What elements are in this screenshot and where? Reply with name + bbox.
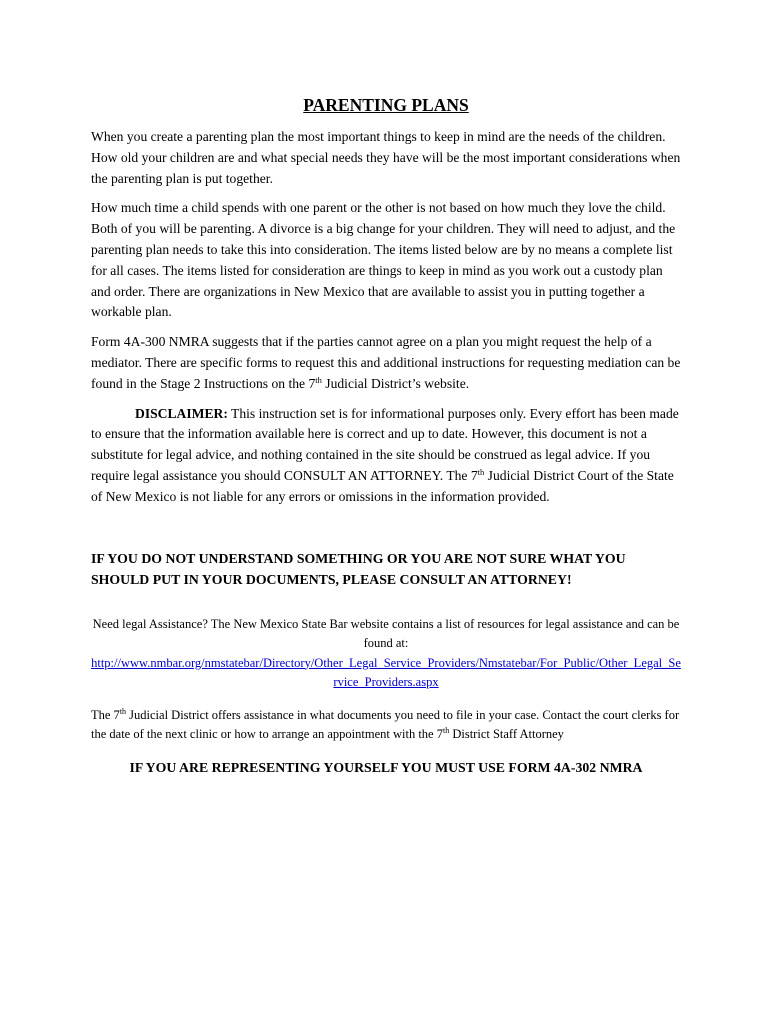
legal-assistance-text: Need legal Assistance? The New Mexico State Bar website contains a list of resources for legal assistance and can be found at: — [92, 616, 680, 651]
district-superscript-1: th — [119, 706, 127, 716]
consult-attorney-warning: IF YOU DO NOT UNDERSTAND SOMETHING OR YOU ARE NOT SURE WHAT YOU SHOULD PUT IN YOUR DOCUMENTS, PLEASE CONSULT AN ATTORNEY! — [91, 550, 626, 587]
disclaimer-text-1: This instruction set is for informational purposes only. Every effort has been made to ensure that the information available here is correct and up to date. However, this document is not a substitute for legal advice, and nothing contained in the site should be construed as legal advice. If you require legal assistance you should CONSULT AN ATTORNEY. The 7 — [91, 405, 679, 483]
mediation-paragraph — [91, 332, 681, 394]
page-title: PARENTING PLANS — [303, 95, 469, 115]
document-page — [91, 94, 681, 778]
district-superscript-2: th — [442, 726, 450, 736]
disclaimer-label: DISCLAIMER: — [135, 405, 228, 421]
disclaimer-superscript: th — [477, 466, 485, 477]
nmbar-link[interactable]: http://www.nmbar.org/nmstatebar/Directory/Other_Legal_Service_Providers/Nmstatebar/For_Public/Other_Legal_Service_Providers.aspx — [91, 655, 681, 690]
district-text-2: Judicial District offers assistance in what documents you need to file in your case. Contact the court clerks for the date of the next clinic or how to arrange an appointment with the 7 — [91, 707, 680, 742]
custody-paragraph: How much time a child spends with one parent or the other is not based on how much they love the child. Both of you will be parenting. A divorce is a big change for your children. They will need to adjust, and the parenting plan needs to take this into consideration. The items listed below are by no means a complete list for all cases. The items listed for consideration are things to keep in mind as you work out a custody plan and order. There are organizations in New Mexico that are available to assist you in putting together a workable plan. — [91, 200, 676, 320]
district-assistance-paragraph — [91, 706, 681, 745]
form-requirement-notice: IF YOU ARE REPRESENTING YOURSELF YOU MUST USE FORM 4A-302 NMRA — [129, 759, 643, 775]
mediation-text-2: Judicial District’s website. — [321, 375, 470, 391]
mediation-superscript: th — [315, 374, 322, 385]
intro-paragraph: When you create a parenting plan the most important things to keep in mind are the needs of the children. How old your children are and what special needs they have will be the most important considerations when the parenting plan is put together. — [91, 129, 681, 186]
legal-assistance-paragraph — [91, 615, 681, 693]
district-text-3: District Staff Attorney — [449, 727, 564, 742]
disclaimer-paragraph — [91, 404, 681, 508]
district-text-1: The 7 — [91, 707, 120, 722]
disclaimer-text-2: Judicial District Court of the State of New Mexico is not liable for any errors or omissions in the information provided. — [91, 467, 674, 504]
mediation-text-1: Form 4A-300 NMRA suggests that if the parties cannot agree on a plan you might request the help of a mediator. There are specific forms to request this and additional instructions for requesting mediation can be found in the Stage 2 Instructions on the 7 — [91, 334, 681, 391]
